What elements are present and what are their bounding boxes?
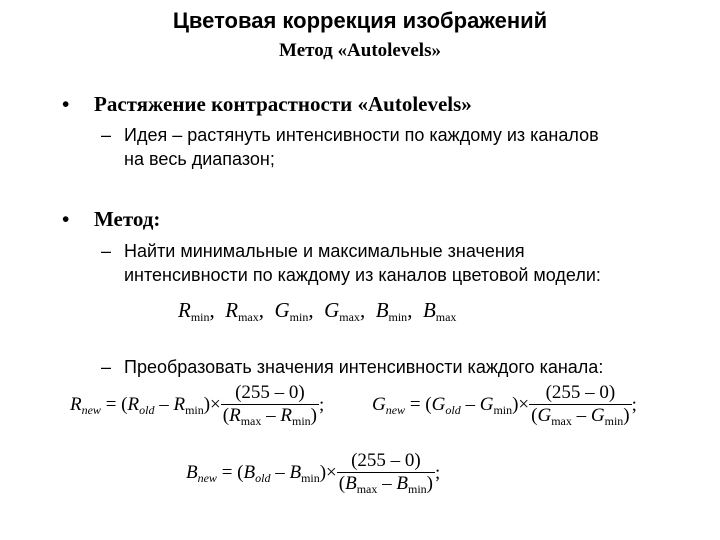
symbol-b: B xyxy=(375,298,389,322)
formula-b: $B_{new} = (B_{old} - B_{min})\times$ $\frac{(255 - 0)}{(B_{max} - B_{min})}$ ; xyxy=(186,450,441,496)
slide-subtitle: Метод «Autolevels» xyxy=(279,40,441,61)
bullet-method: Метод: xyxy=(94,207,161,231)
sub-dash: – xyxy=(101,125,112,145)
symbol-g: G xyxy=(274,298,290,322)
formula-b-fraction: $\frac{(255 - 0)}{(B_{max} - B_{min})}$ xyxy=(338,450,433,496)
channel-extrema-list: $R_{min}$, $R_{max}$, $G_{min}$, $G_{max}$, $B_{min}$, $B_{max}$ xyxy=(178,298,457,324)
bullet-marker: • xyxy=(62,207,70,231)
slide-title: Цветовая коррекция изображений xyxy=(172,8,548,33)
sub-idea-line2: на весь диапазон; xyxy=(124,149,275,169)
symbol-r: R xyxy=(225,298,239,322)
formula-g-fraction: $\frac{(255 - 0)}{(G_{max} - G_{min})}$ xyxy=(531,382,630,428)
formula-r-fraction: $\frac{(255 - 0)}{(R_{max} - R_{min})}$ xyxy=(222,382,317,428)
symbol-r: R xyxy=(178,298,191,322)
bullet-contrast-stretch: Растяжение контрастности «Autolevels» xyxy=(94,92,472,116)
formula-r: $R_{new} = (R_{old} - R_{min})\times$ $\frac{(255 - 0)}{(R_{max} - R_{min})}$ ; xyxy=(70,382,325,428)
symbol-b: B xyxy=(422,298,436,322)
sub-find-line2: интенсивности по каждому из каналов цветовой модели: xyxy=(124,265,601,285)
formula-g: $G_{new} = (G_{old} - G_{min})\times$ $\frac{(255 - 0)}{(G_{max} - G_{min})}$ ; xyxy=(372,382,637,428)
bullet-marker: • xyxy=(62,92,70,116)
sub-dash: – xyxy=(101,357,112,377)
sub-idea-line1: Идея – растянуть интенсивности по каждому из каналов xyxy=(124,125,599,145)
sub-dash: – xyxy=(101,241,112,261)
sub-transform: Преобразовать значения интенсивности каждого канала: xyxy=(124,357,604,377)
sub-find-line1: Найти минимальные и максимальные значения xyxy=(124,241,525,261)
symbol-g: G xyxy=(324,298,340,322)
